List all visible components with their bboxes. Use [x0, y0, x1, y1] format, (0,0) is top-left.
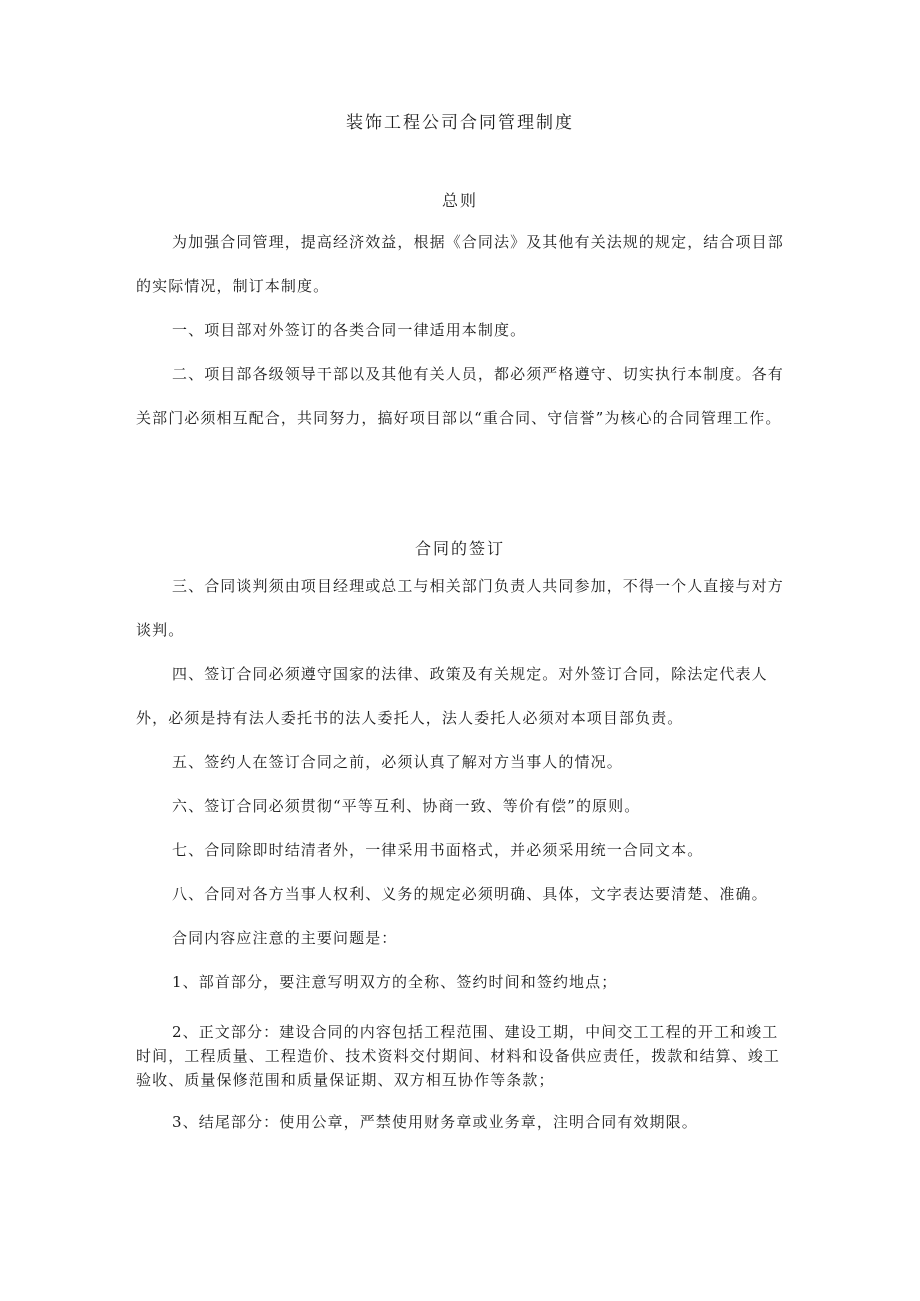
paragraph-content-intro: 合同内容应注意的主要问题是： — [172, 929, 398, 947]
paragraph-item-2: 2、正文部分：建设合同的内容包括工程范围、建设工期，中间交工工程的开工和竣工时间，工程质量、工程造价、技术资料交付期间、材料和设备供应责任，拨款和结算、竣工验收、质量保修范围和质量保证期、双方相互协作等条款； — [136, 1023, 781, 1089]
paragraph-article-6: 六、签订合同必须贯彻“平等互利、协商一致、等价有偿”的原则。 — [172, 797, 641, 815]
section-heading-signing: 合同的签订 — [414, 539, 505, 558]
paragraph-article-5: 五、签约人在签订合同之前，必须认真了解对方当事人的情况。 — [172, 753, 623, 771]
paragraph-article-7: 七、合同除即时结清者外，一律采用书面格式，并必须采用统一合同文本。 — [172, 841, 704, 859]
paragraph-item-1: 1、部首部分，要注意写明双方的全称、签约时间和签约地点； — [172, 973, 618, 991]
paragraph-article-8: 八、合同对各方当事人权利、义务的规定必须明确、具体，文字表达要清楚、准确。 — [172, 885, 768, 903]
document-title: 装饰工程公司合同管理制度 — [346, 113, 574, 133]
paragraph-item-3: 3、结尾部分：使用公章，严禁使用财务章或业务章，注明合同有效期限。 — [172, 1113, 698, 1131]
section-heading-general: 总则 — [441, 191, 478, 210]
paragraph-article-4: 四、签订合同必须遵守国家的法律、政策及有关规定。对外签订合同，除法定代表人外，必须是持有法人委托书的法人委托人，法人委托人必须对本项目部负责。 — [136, 665, 768, 727]
paragraph-purpose: 为加强合同管理，提高经济效益，根据《合同法》及其他有关法规的规定，结合项目部的实际情况，制订本制度。 — [136, 233, 784, 295]
paragraph-article-2: 二、项目部各级领导干部以及其他有关人员，都必须严格遵守、切实执行本制度。各有关部门必须相互配合，共同努力，搞好项目部以“重合同、守信誉”为核心的合同管理工作。 — [136, 365, 784, 427]
paragraph-article-1: 一、项目部对外签订的各类合同一律适用本制度。 — [172, 321, 527, 339]
paragraph-article-3: 三、合同谈判须由项目经理或总工与相关部门负责人共同参加，不得一个人直接与对方谈判。 — [136, 577, 784, 639]
